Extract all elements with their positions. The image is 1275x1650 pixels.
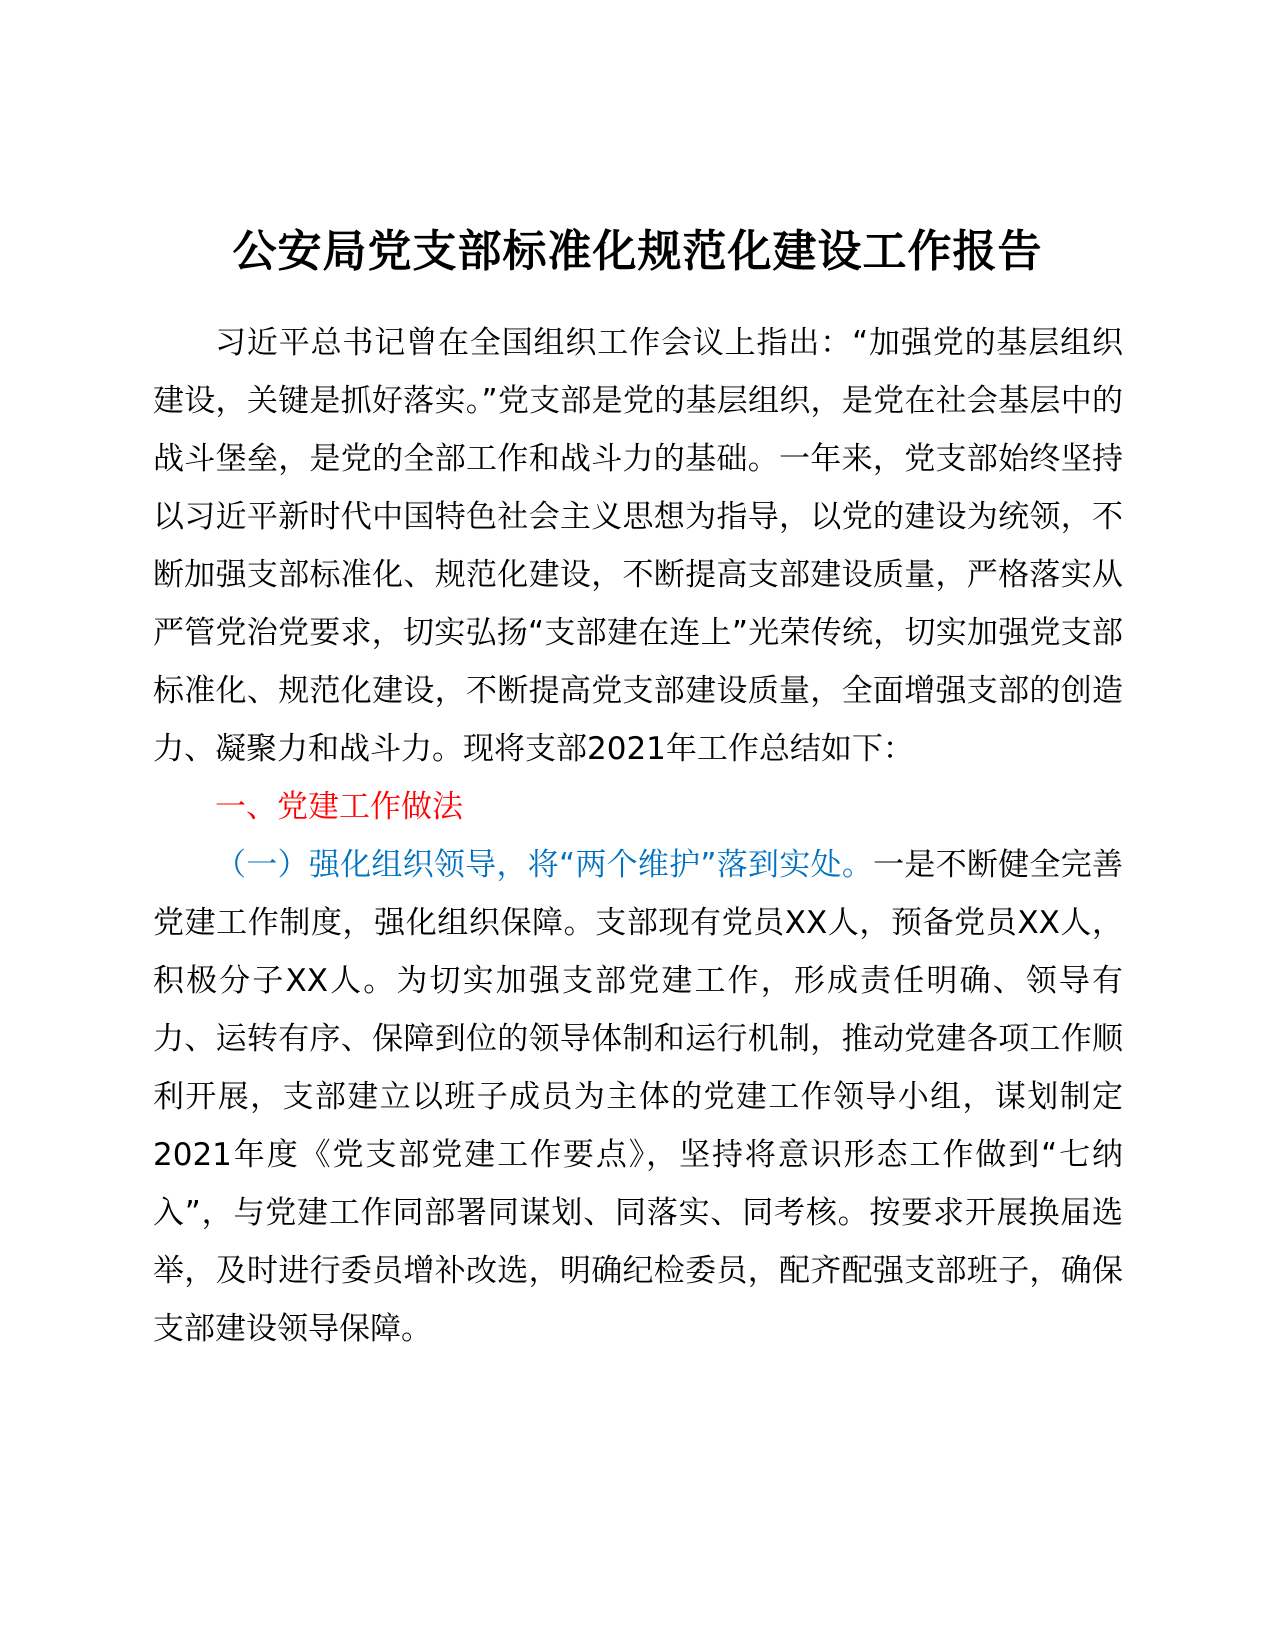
document-body bbox=[153, 314, 1123, 1358]
document-title: 公安局党支部标准化规范化建设工作报告 bbox=[232, 226, 1043, 277]
intro-paragraph: 习近平总书记曾在全国组织工作会议上指出：“加强党的基层组织建设，关键是抓好落实。”党支部是党的基层组织，是党在社会基层中的战斗堡垒，是党的全部工作和战斗力的基础。一年来，党支部始终坚持以习近平新时代中国特色社会主义思想为指导，以党的建设为统领，不断加强支部标准化、规范化建设，不断提高支部建设质量，严格落实从严管党治党要求，切实弘扬“支部建在连上”光荣传统，切实加强党支部标准化、规范化建设，不断提高党支部建设质量，全面增强支部的创造力、凝聚力和战斗力。现将支部2021年工作总结如下： bbox=[153, 325, 1123, 767]
subsection-heading: （一）强化组织领导，将“两个维护”落到实处。 bbox=[215, 847, 874, 883]
subsection-body: 一是不断健全完善党建工作制度，强化组织保障。支部现有党员XX人，预备党员XX人，积极分子XX人。为切实加强支部党建工作，形成责任明确、领导有力、运转有序、保障到位的领导体制和运行机制，推动党建各项工作顺利开展，支部建立以班子成员为主体的党建工作领导小组，谋划制定2021年度《党支部党建工作要点》，坚持将意识形态工作做到“七纳入”，与党建工作同部署同谋划、同落实、同考核。按要求开展换届选举，及时进行委员增补改选，明确纪检委员，配齐配强支部班子，确保支部建设领导保障。 bbox=[153, 847, 1123, 1347]
section-heading: 一、党建工作做法 bbox=[215, 789, 463, 825]
subsection-paragraph bbox=[153, 836, 1123, 1358]
